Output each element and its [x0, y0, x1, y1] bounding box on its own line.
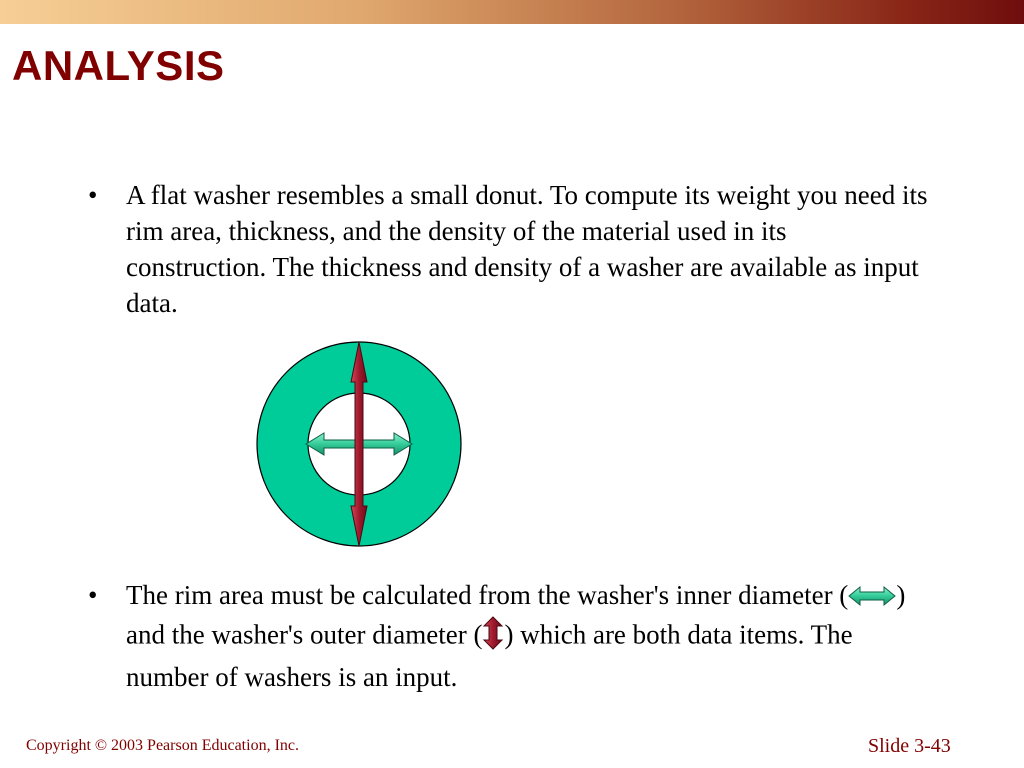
bullet-text-2	[126, 577, 928, 695]
bullet-item-2	[88, 577, 928, 695]
bullet-dot: •	[88, 180, 98, 210]
inline-horizontal-arrow	[848, 580, 896, 616]
double-arrow-horizontal-icon	[848, 585, 896, 607]
bullet-dot: •	[88, 580, 98, 610]
bullet-item-1	[88, 177, 928, 321]
bullet2-text-part1: The rim area must be calculated from the washer's inner diameter (	[126, 580, 849, 610]
inline-vertical-arrow	[482, 616, 504, 659]
footer-slide-number: Slide 3-43	[868, 735, 951, 757]
double-arrow-vertical-icon	[482, 616, 504, 650]
bullet-text-1: A flat washer resembles a small donut. To compute its weight you need its rim area, thickness, and the density of the material used in its construction. The thickness and density of a washer are available as input data.	[126, 180, 928, 318]
footer-copyright: Copyright © 2003 Pearson Education, Inc.	[26, 737, 299, 754]
slide-title: ANALYSIS	[12, 42, 225, 89]
bullet2-text-part2: ) and the washer's outer diameter (	[126, 580, 906, 650]
bullet2-text-part3: ) which are both data items. The number of washers is an input.	[126, 619, 853, 692]
washer-diagram	[254, 338, 464, 550]
top-gradient-band	[0, 0, 1024, 24]
